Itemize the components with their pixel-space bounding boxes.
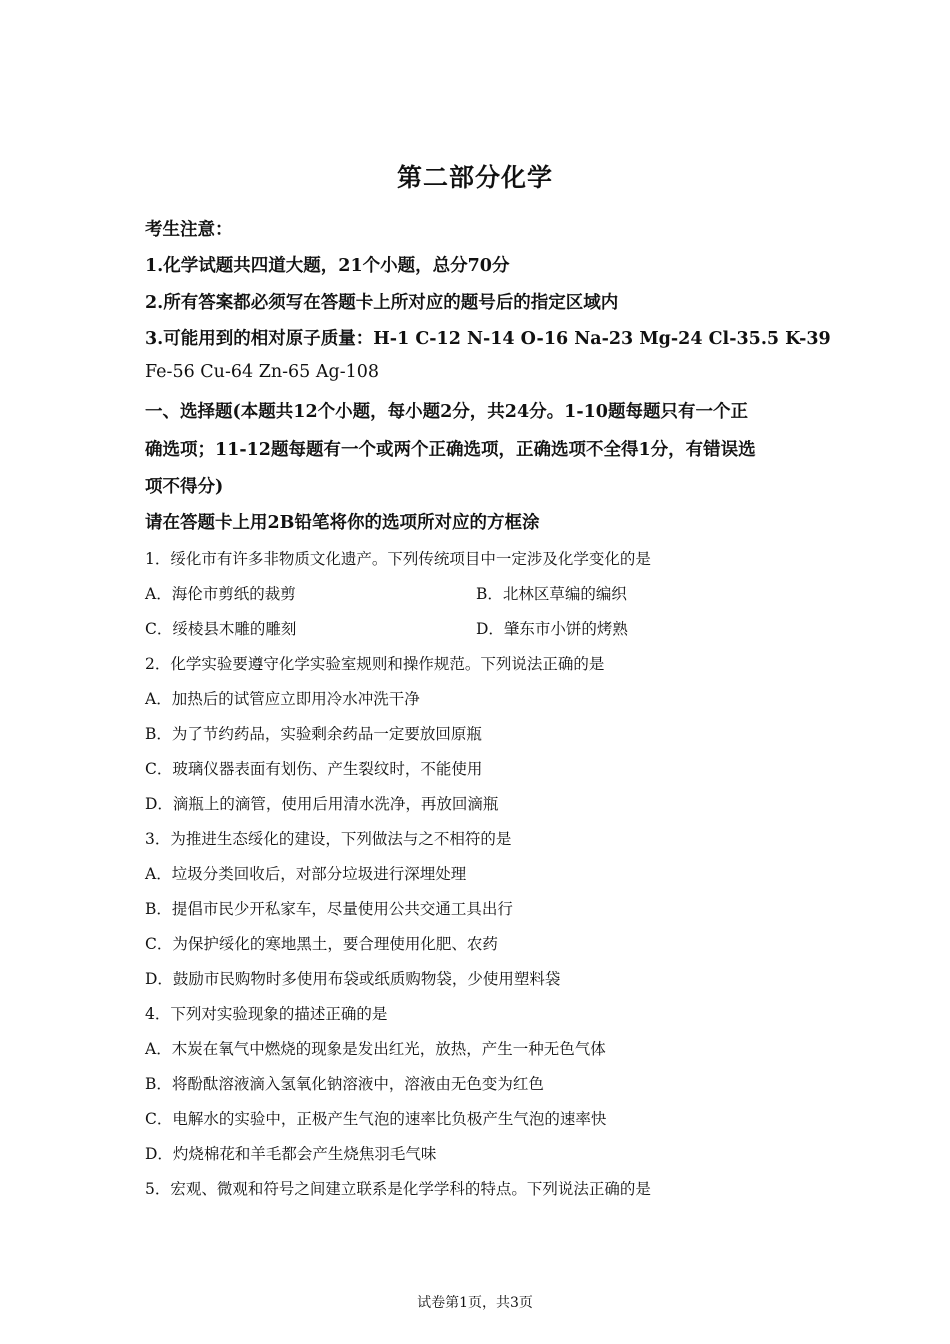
question-option: C．绥棱县木雕的雕刻 (145, 620, 297, 638)
question-option: D．滴瓶上的滴管，使用后用清水洗净，再放回滴瓶 (145, 795, 499, 813)
notice-item: 2.所有答案都必须写在答题卡上所对应的题号后的指定区域内 (145, 293, 619, 313)
question-option: C．电解水的实验中，正极产生气泡的速率比负极产生气泡的速率快 (145, 1110, 607, 1128)
question-option: D．肇东市小饼的烤熟 (476, 620, 628, 638)
section-header-line: 一、选择题(本题共12个小题，每小题2分，共24分。1-10题每题只有一个正 (145, 402, 748, 422)
question-option: A．垃圾分类回收后，对部分垃圾进行深埋处理 (145, 865, 467, 883)
question-option: B．为了节约药品，实验剩余药品一定要放回原瓶 (145, 725, 482, 743)
page-title: 第二部分化学 (396, 163, 553, 192)
question-option: B．将酚酞溶液滴入氢氧化钠溶液中，溶液由无色变为红色 (145, 1075, 544, 1093)
question-option: D．鼓励市民购物时多使用布袋或纸质购物袋，少使用塑料袋 (145, 970, 561, 988)
notice-item: 1.化学试题共四道大题，21个小题，总分70分 (145, 256, 510, 276)
question-option: B．提倡市民少开私家车，尽量使用公共交通工具出行 (145, 900, 513, 918)
question-option: C．玻璃仪器表面有划伤、产生裂纹时，不能使用 (145, 760, 483, 778)
question-option: B．北林区草编的编织 (476, 585, 627, 603)
question-option: A．木炭在氧气中燃烧的现象是发出红光，放热，产生一种无色气体 (145, 1040, 606, 1058)
question-option: A．加热后的试管应立即用冷水冲洗干净 (145, 690, 420, 708)
question-stem: 2．化学实验要遵守化学实验室规则和操作规范。下列说法正确的是 (145, 655, 605, 673)
section-header-line: 确选项；11-12题每题有一个或两个正确选项，正确选项不全得1分，有错误选 (145, 440, 756, 460)
question-option: A．海伦市剪纸的裁剪 (145, 585, 296, 603)
question-stem: 4．下列对实验现象的描述正确的是 (145, 1005, 388, 1023)
section-instruction: 请在答题卡上用2B铅笔将你的选项所对应的方框涂 (145, 513, 540, 533)
question-stem: 3．为推进生态绥化的建设，下列做法与之不相符的是 (145, 830, 512, 848)
question-stem: 5．宏观、微观和符号之间建立联系是化学学科的特点。下列说法正确的是 (145, 1180, 651, 1198)
question-option: C．为保护绥化的寒地黑土，要合理使用化肥、农药 (145, 935, 498, 953)
question-stem: 1．绥化市有许多非物质文化遗产。下列传统项目中一定涉及化学变化的是 (145, 550, 651, 568)
notice-item: 3.可能用到的相对原子质量：H-1 C-12 N-14 O-16 Na-23 Mg-24 Cl-35.5 K-39 (145, 329, 831, 349)
notice-item: Fe-56 Cu-64 Zn-65 Ag-108 (145, 362, 380, 382)
page-footer: 试卷第1页，共3页 (417, 1295, 533, 1311)
question-option: D．灼烧棉花和羊毛都会产生烧焦羽毛气味 (145, 1145, 437, 1163)
section-header-line: 项不得分) (145, 477, 224, 497)
notice-heading: 考生注意： (145, 220, 233, 240)
